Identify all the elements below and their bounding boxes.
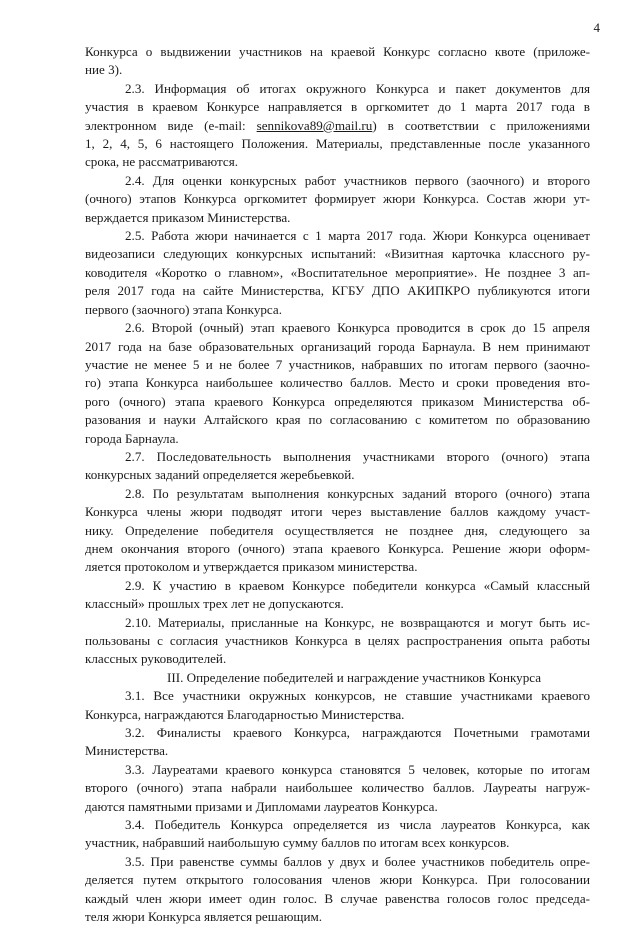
text-line: 2.3. Информация об итогах окружного Конкурса и пакет документов для [125,80,590,96]
page-number: 4 [593,20,600,35]
text-line: участие не менее 5 и не более 7 участников, набравших по итогам первого (заочно- [85,356,590,372]
section-heading: III. Определение победителей и награждение участников Конкурса [167,669,542,685]
text-line: 2.10. Материалы, присланные на Конкурс, не возвращаются и могут быть ис- [125,614,590,630]
text-line: участия в краевом Конкурсе направляется в оргкомитет до 1 марта 2017 года в [85,99,590,115]
text-line: 2.5. Работа жюри начинается с 1 марта 2017 года. Жюри Конкурса оценивает [125,228,590,244]
email-link[interactable]: sennikova89@mail.ru [256,117,373,133]
text-line: 2.4. Для оценки конкурсных работ участников первого (заочного) и второго [125,172,590,188]
text-line: теля жюри Конкурса является решающим. [85,909,323,925]
text-line: классный» прошлых трех лет не допускаются. [85,596,344,612]
text-line: ние 3). [85,62,123,78]
text-line: Конкурса члены жюри подводят итоги через выставление баллов каждому участ- [85,504,590,520]
text-line: 2017 года на базе образовательных организаций города Барнаула. В нем принимают [85,338,590,354]
document-body [85,43,590,927]
text-line: первого (заочного) этапа Конкурса. [85,301,282,317]
text-line: электронном виде (e-mail: sennikova89@mail.ru) в соответствии с приложениями [85,117,590,133]
text-line: 3.2. Финалисты краевого Конкурса, награждаются Почетными грамотами [125,725,590,741]
text-line: пользованы с согласия участников Конкурса в целях распространения опыта работы [85,633,590,648]
text-line: второго (очного) этапа набрали наибольшее количество баллов. Лауреаты нагруж- [85,780,590,796]
text-line: даются памятными призами и Дипломами лауреатов Конкурса. [85,798,438,814]
text-line: реля 2017 года на сайте Министерства, КГБУ ДПО АКИПКРО публикуются итоги [85,283,590,299]
text-line: 1, 2, 4, 5, 6 настоящего Положения. Материалы, представленные после указанного [85,136,590,152]
text-line: 3.5. При равенстве суммы баллов у двух и более участников победитель опре- [125,853,590,869]
text-line: ководителя «Коротко о главном», «Воспитательное мероприятие». Не позднее 3 ап- [85,264,590,280]
text-line: каждый член жюри имеет один голос. В случае равенства голосов голос председа- [85,890,590,906]
text-line: 3.4. Победитель Конкурса определяется из числа лауреатов Конкурса, как [125,817,590,833]
text-line: 3.3. Лауреатами краевого конкурса становятся 5 человек, которые по итогам [125,761,590,777]
text-line: 3.1. Все участники окружных конкурсов, не ставшие участниками краевого [125,688,590,704]
text-line: го) этапа Конкурса наибольшее количество баллов. Место и сроки проведения вто- [85,375,590,391]
text-line: срока, не рассматриваются. [85,154,239,170]
text-line: нику. Определение победителя осуществляется не позднее дня, следующего за [85,522,590,538]
text-line: деляется путем открытого голосования членов жюри Конкурса. При голосовании [85,872,590,888]
text-line: конкурсных заданий определяется жеребьевкой. [85,467,355,483]
text-line: 2.6. Второй (очный) этап краевого Конкурса проводится в срок до 15 апреля [125,320,590,336]
text-line: верждается приказом Министерства. [85,209,291,225]
text-line: видеозаписи следующих конкурсных испытаний: «Визитная карточка классного ру- [85,246,590,262]
text-line: 2.8. По результатам выполнения конкурсных заданий второго (очного) этапа [125,485,590,501]
text-line: разования и науки Алтайского края по согласованию с комитетом по образованию [85,412,590,428]
text-line: рого (очного) этапа краевого Конкурса определяются приказом Министерства об- [85,393,590,409]
text-line: города Барнаула. [85,430,179,446]
text-line: Министерства. [85,743,169,759]
text-line: Конкурса, награждаются Благодарностью Министерства. [85,706,405,722]
text-line: днем окончания второго (очного) этапа краевого Конкурса. Решение жюри оформ- [85,540,590,556]
text-line: участник, набравший наибольшую сумму баллов по итогам всех конкурсов. [85,835,510,851]
text-line: классных руководителей. [85,651,227,667]
text-line: (очного) этапов Конкурса оргкомитет формирует жюри Конкурса. Состав жюри ут- [85,191,590,207]
text-line: ляется протоколом и утверждается приказом министерства. [85,559,418,575]
text-line: Конкурса о выдвижении участников на краевой Конкурс согласно квоте (приложе- [85,44,590,59]
text-line: 2.7. Последовательность выполнения участниками второго (очного) этапа [125,448,590,464]
text-line: 2.9. К участию в краевом Конкурсе победители конкурса «Самый классный [125,577,590,593]
